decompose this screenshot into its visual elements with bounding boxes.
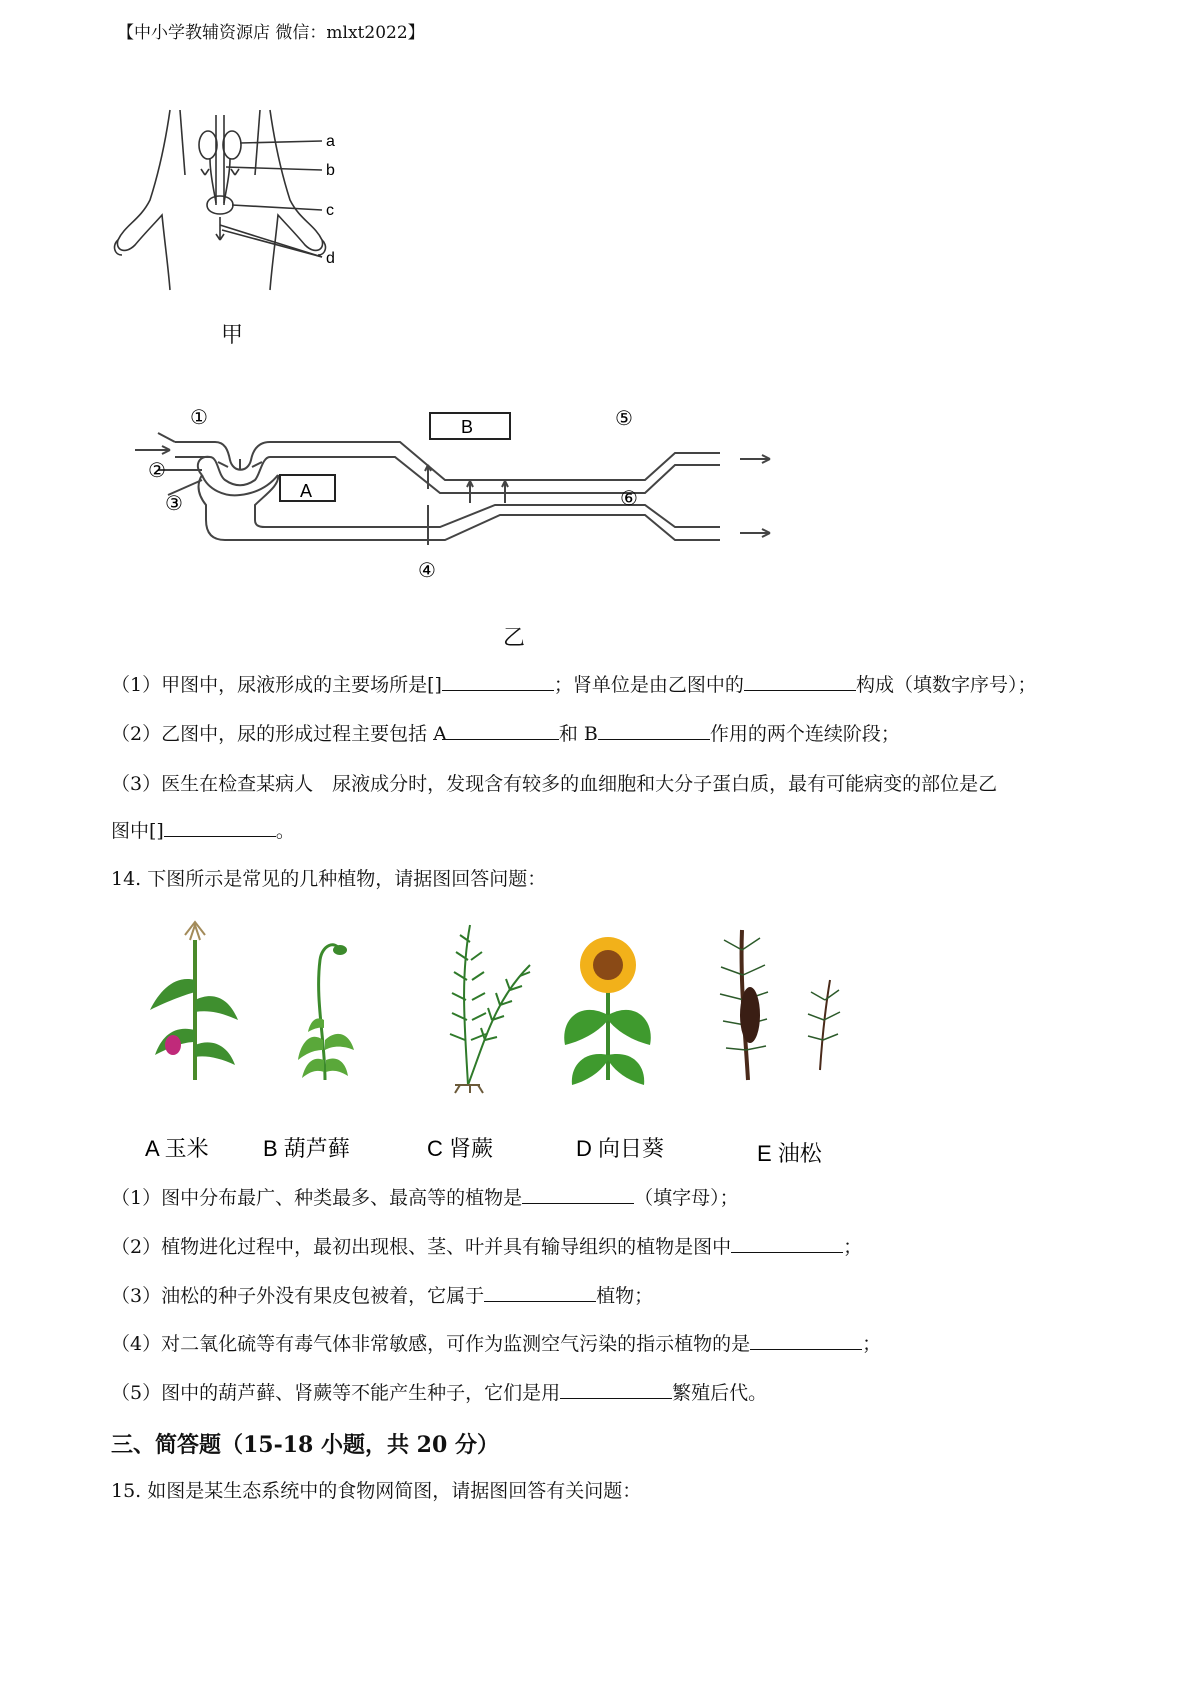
q14-part2: （2）植物进化过程中，最初出现根、茎、叶并具有输导组织的植物是图中 ； bbox=[111, 1236, 863, 1258]
figure-yi-nephron bbox=[130, 405, 780, 585]
figure-yi-caption: 乙 bbox=[503, 626, 526, 651]
q14-part4: （4）对二氧化硫等有毒气体非常敏感，可作为监测空气污染的指示植物的是 ； bbox=[111, 1333, 882, 1355]
fern-illustration bbox=[450, 925, 530, 1093]
page-header: 【中小学教辅资源店 微信：mlxt2022】 bbox=[117, 23, 425, 43]
figure-yi-circle-5: ⑤ bbox=[615, 408, 633, 430]
figure-jia-label-b: b bbox=[326, 162, 335, 179]
q14-part1: （1）图中分布最广、种类最多、最高等的植物是 （填字母）； bbox=[111, 1187, 739, 1209]
plant-label-a: A 玉米 bbox=[145, 1136, 209, 1161]
plant-captions bbox=[140, 1130, 880, 1170]
figure-jia-label-a: a bbox=[326, 133, 335, 150]
figure-yi-circle-6: ⑥ bbox=[620, 488, 638, 510]
plant-label-d: D 向日葵 bbox=[576, 1136, 665, 1161]
figure-yi-box-b: B bbox=[461, 417, 474, 437]
q13-part1: （1）甲图中，尿液形成的主要场所是[] ；肾单位是由乙图中的 构成（填数字序号）； bbox=[111, 674, 1037, 696]
figure-yi-circle-4: ④ bbox=[418, 560, 436, 582]
q13-part3-line2: 图中[] 。 bbox=[111, 820, 295, 842]
plant-label-e: E 油松 bbox=[757, 1141, 822, 1166]
q13-part2: （2）乙图中，尿的形成过程主要包括 A 和 B 作用的两个连续阶段； bbox=[111, 723, 900, 745]
section-3-heading: 三、简答题（15-18 小题，共 20 分） bbox=[111, 1432, 499, 1458]
q14-stem: 14. 下图所示是常见的几种植物，请据图回答问题： bbox=[111, 868, 547, 890]
q14-part5: （5）图中的葫芦藓、肾蕨等不能产生种子，它们是用 繁殖后代。 bbox=[111, 1382, 768, 1404]
q14-part3: （3）油松的种子外没有果皮包被着，它属于 植物； bbox=[111, 1285, 654, 1307]
plant-label-b: B 葫芦藓 bbox=[263, 1136, 350, 1161]
moss-illustration bbox=[298, 945, 354, 1080]
figure-plants bbox=[140, 920, 880, 1130]
figure-jia-caption: 甲 bbox=[221, 323, 244, 348]
figure-yi-box-a: A bbox=[300, 481, 313, 501]
corn-illustration bbox=[150, 922, 238, 1080]
figure-yi-circle-3: ③ bbox=[165, 493, 183, 515]
figure-jia-label-c: c bbox=[326, 202, 334, 219]
plant-label-c: C 肾蕨 bbox=[427, 1136, 494, 1161]
q15-stem: 15. 如图是某生态系统中的食物网简图，请据图回答有关问题： bbox=[111, 1480, 642, 1502]
figure-jia-label-d: d bbox=[326, 250, 335, 267]
figure-yi-circle-2: ② bbox=[148, 460, 166, 482]
figure-jia-urinary-system bbox=[110, 105, 380, 295]
pine-illustration bbox=[720, 930, 840, 1080]
sunflower-illustration bbox=[564, 937, 651, 1085]
q13-part3-line1: （3）医生在检查某病人 尿液成分时，发现含有较多的血细胞和大分子蛋白质，最有可能病变的部位是乙 bbox=[111, 773, 998, 795]
figure-yi-circle-1: ① bbox=[190, 407, 208, 429]
